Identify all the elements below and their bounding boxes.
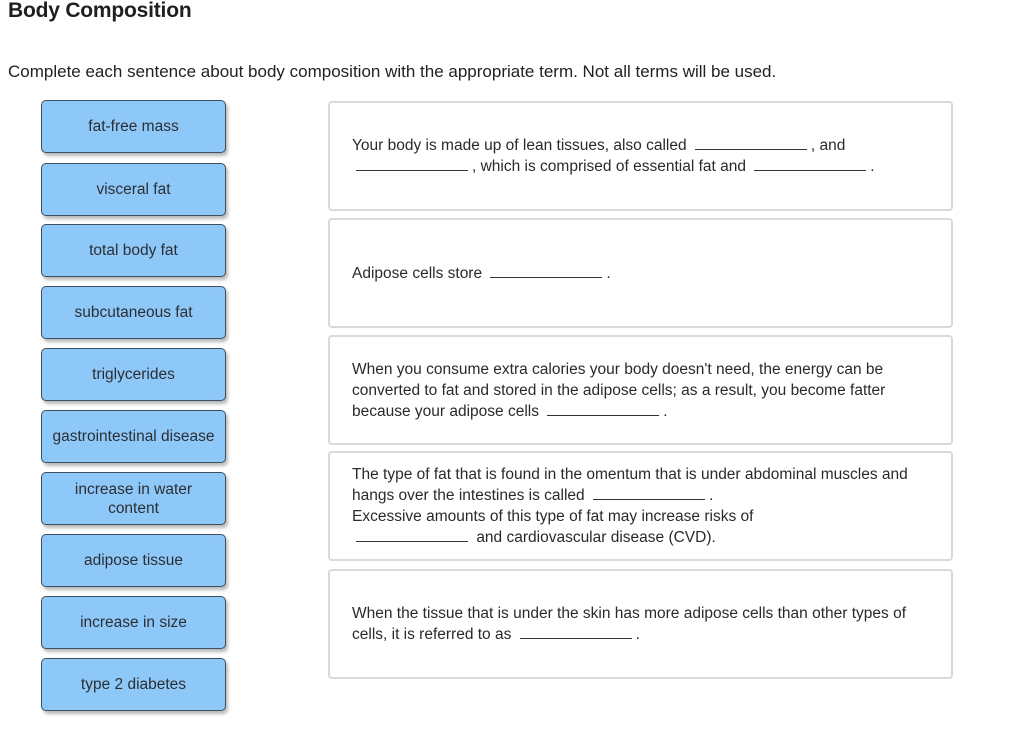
- blank-2a[interactable]: [490, 263, 602, 278]
- term-chip-increase-in-water-content[interactable]: increase in water content: [41, 472, 226, 525]
- blank-1b[interactable]: [356, 156, 468, 171]
- sentence-box-1: [328, 101, 953, 211]
- blank-5a[interactable]: [520, 624, 632, 639]
- term-chip-type-2-diabetes[interactable]: type 2 diabetes: [41, 658, 226, 711]
- term-chip-subcutaneous-fat[interactable]: subcutaneous fat: [41, 286, 226, 339]
- term-chip-gastrointestinal-disease[interactable]: gastrointestinal disease: [41, 410, 226, 463]
- sentence-text: When you consume extra calories your body doesn't need, the energy can be converted to fat and stored in the adipose cells; as a result, you become fatter because your adipose cells .: [352, 360, 886, 420]
- blank-3a[interactable]: [547, 401, 659, 416]
- sentence-text: Your body is made up of lean tissues, also called , and , which is comprised of essential fat and .: [352, 137, 875, 175]
- term-chip-adipose-tissue[interactable]: adipose tissue: [41, 534, 226, 587]
- sentence-box-2: [328, 218, 953, 328]
- sentence-text: Adipose cells store .: [352, 264, 611, 282]
- blank-1a[interactable]: [695, 135, 807, 150]
- blank-1c[interactable]: [754, 156, 866, 171]
- blank-4a[interactable]: [593, 485, 705, 500]
- sentence-box-5: [328, 569, 953, 679]
- term-chip-visceral-fat[interactable]: visceral fat: [41, 163, 226, 216]
- term-chip-fat-free-mass[interactable]: fat-free mass: [41, 100, 226, 153]
- page-title: Body Composition: [8, 0, 192, 22]
- instructions-text: Complete each sentence about body composition with the appropriate term. Not all terms will be used.: [8, 62, 777, 81]
- blank-4b[interactable]: [356, 527, 468, 542]
- term-chip-triglycerides[interactable]: triglycerides: [41, 348, 226, 401]
- sentence-box-4: [328, 451, 953, 561]
- sentence-text: When the tissue that is under the skin has more adipose cells than other types of cells, it is referred to as .: [352, 605, 907, 643]
- sentence-text: The type of fat that is found in the omentum that is under abdominal muscles and hangs over the intestines is called . Excessive amounts of this type of fat may increase risks of and cardiovascular disease (CVD).: [352, 466, 908, 546]
- term-chip-total-body-fat[interactable]: total body fat: [41, 224, 226, 277]
- term-chip-increase-in-size[interactable]: increase in size: [41, 596, 226, 649]
- sentence-box-3: [328, 335, 953, 445]
